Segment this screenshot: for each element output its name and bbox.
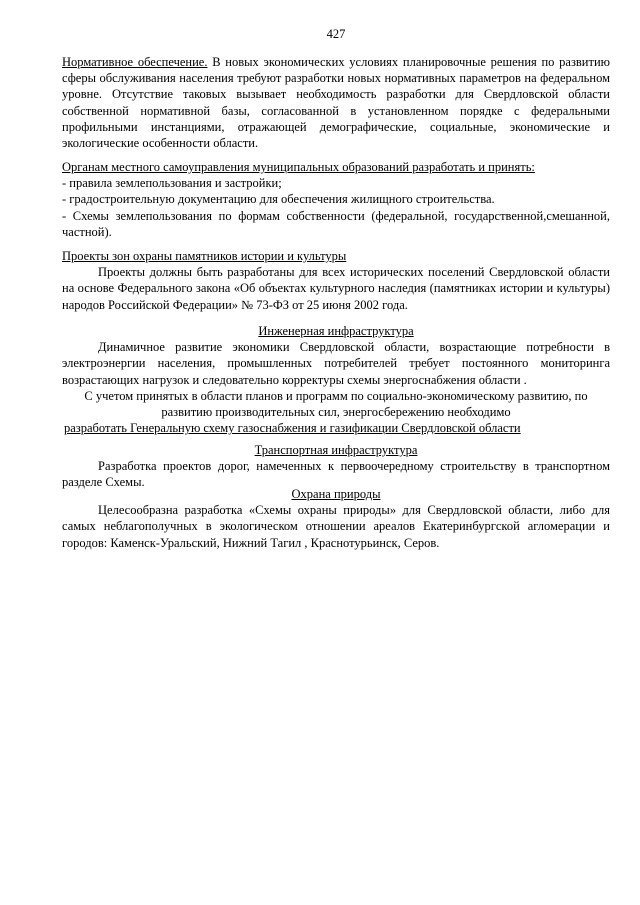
transport-heading: Транспортная инфраструктура — [254, 443, 418, 457]
local-gov-heading: Органам местного самоуправления муниципальных образований разработать и принять: — [62, 160, 535, 174]
monuments-heading: Проекты зон охраны памятников истории и культуры — [62, 249, 347, 263]
nature-heading: Охрана природы — [291, 487, 381, 501]
page-number: 427 — [326, 27, 346, 41]
nature-text: Целесообразна разработка «Схемы охраны природы» для Свердловской области, либо для самых неблагополучных в экологическом отношении ареалов Екатеринбургской агломерации и городов: Каменск-Уральский, Нижний Тагил , Краснотурьинск, Серов. — [62, 503, 610, 550]
local-gov-item: - Схемы землепользования по формам собственности (федеральной, государственной,смешанной, частной). — [62, 208, 610, 239]
nature-section — [62, 486, 610, 551]
engineering-line-2: развитию производительных сил, энергосбережению необходимо — [161, 405, 511, 420]
monuments-text: Проекты должны быть разработаны для всех исторических поселений Свердловской области на основе Федерального закона «Об объектах культурного наследия (памятниках истории и культуры) народов Российской Федерации» № 73-ФЗ от 25 июня 2002 года. — [62, 265, 610, 312]
local-gov-section — [62, 159, 610, 240]
engineering-line-1: С учетом принятых в области планов и программ по социально-экономическому развитию, по — [84, 388, 588, 403]
transport-section — [62, 442, 610, 491]
engineering-line-3: разработать Генеральную схему газоснабжения и газификации Свердловской области — [64, 421, 521, 436]
local-gov-item: - градостроительную документацию для обеспечения жилищного строительства. — [62, 192, 495, 207]
engineering-section — [62, 323, 610, 436]
local-gov-item: - правила землепользования и застройки; — [62, 176, 282, 191]
regulatory-text: В новых экономических условиях планировочные решения по развитию сферы обслуживания населения требуют разработки новых нормативных параметров на федеральном уровне. Отсутствие таковых вызывает необходимость разработки для Свердловской области собственной нормативной базы, согласованной в установленном порядке с федеральными профильными инстанциями, отражающей демографические, социальные, экономические и экологические особенности области. — [62, 55, 610, 151]
monuments-section — [62, 248, 610, 313]
engineering-text: Динамичное развитие экономики Свердловской области, возрастающие потребности в электроэнергии населения, промышленных потребителей требует постоянного мониторинга возрастающих нагрузок и следовательно корректуры схемы энергоснабжения области . — [62, 340, 610, 387]
regulatory-paragraph — [62, 54, 610, 151]
engineering-heading: Инженерная инфраструктура — [258, 324, 414, 338]
transport-text: Разработка проектов дорог, намеченных к первоочередному строительству в транспортном разделе Схемы. — [62, 459, 610, 490]
regulatory-heading: Нормативное обеспечение. — [62, 55, 208, 69]
